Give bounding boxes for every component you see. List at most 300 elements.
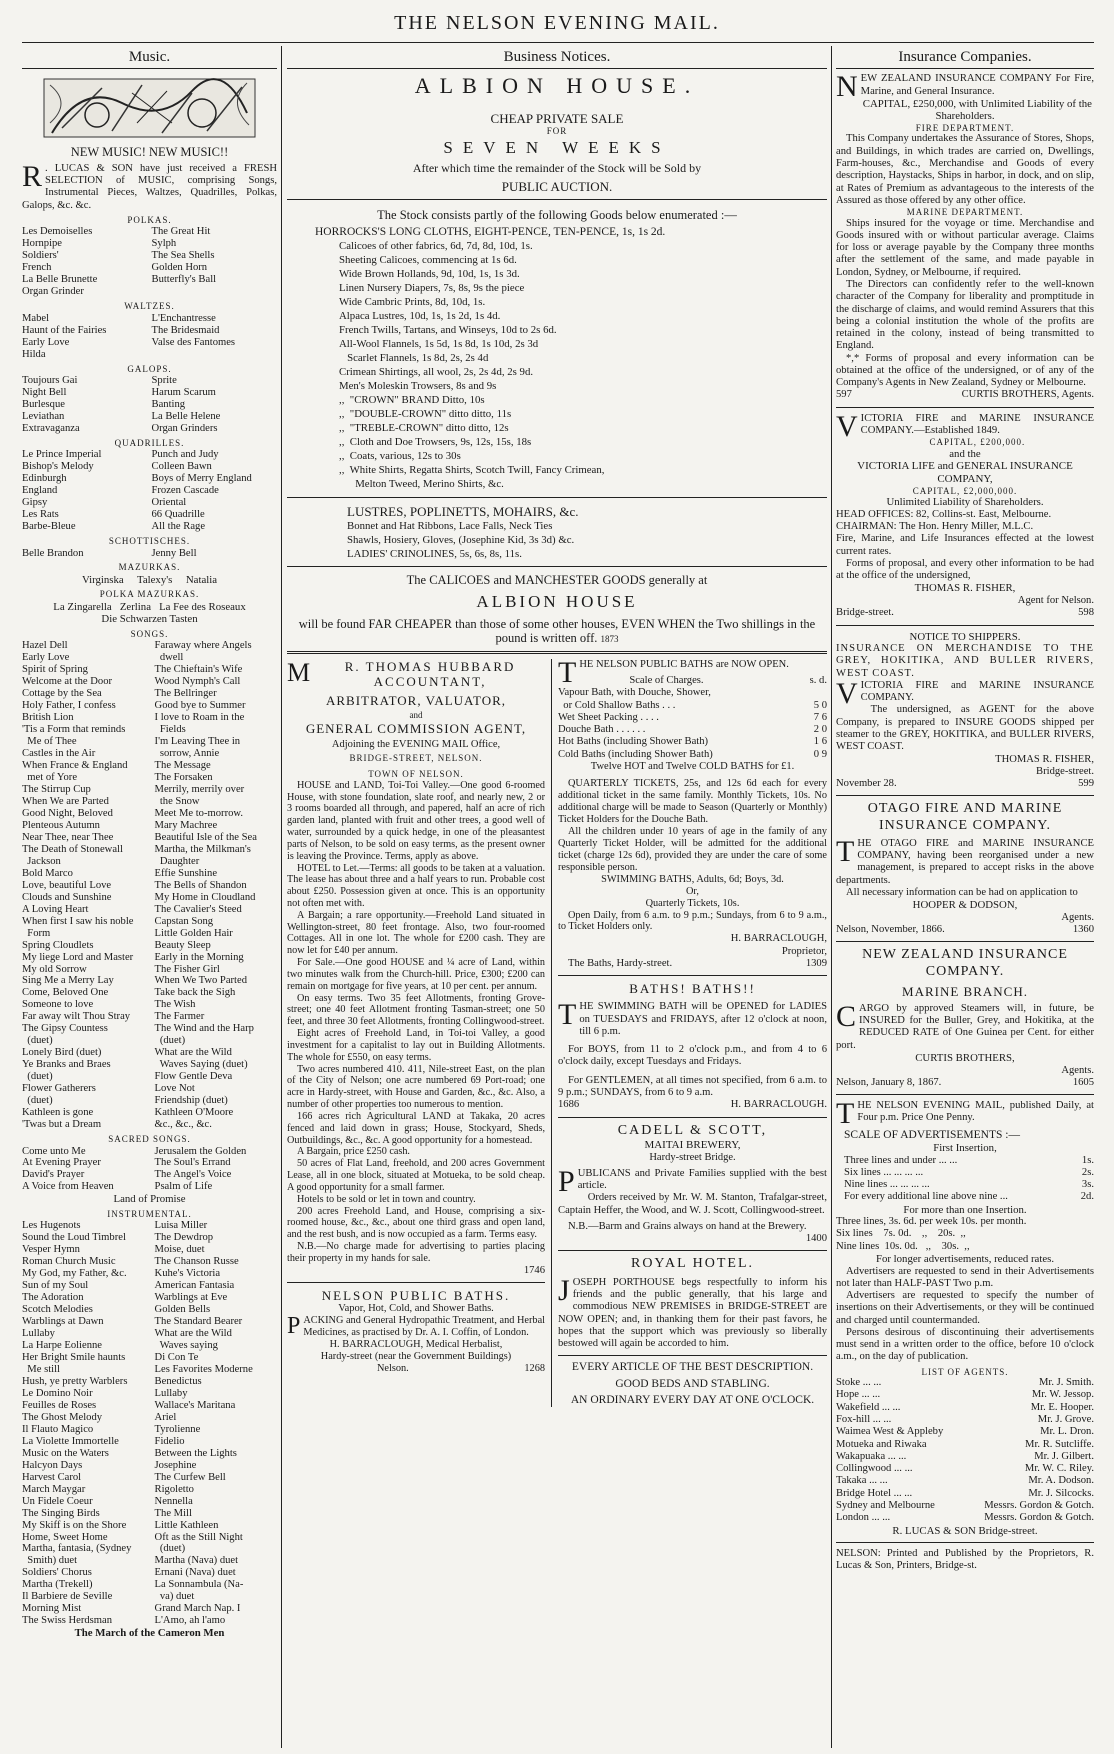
- list-item: &c., &c., &c.: [154, 1119, 212, 1131]
- list-item: Hush, ye pretty Warblers: [22, 1375, 128, 1387]
- list-item: French: [22, 262, 52, 274]
- list-item: Oft as the Still Night: [154, 1531, 243, 1543]
- list-item: Spirit of Spring: [22, 664, 88, 676]
- list-item: Organ Grinders: [151, 422, 218, 434]
- list-item: Le Domino Noir: [22, 1387, 93, 1399]
- polkas-list: [22, 226, 277, 298]
- hubbard-title: R. THOMAS HUBBARD ACCOUNTANT,: [344, 658, 516, 689]
- list-item: The Bellringer: [154, 688, 217, 700]
- list-item: Night Bell: [22, 386, 67, 398]
- list-item: Martha, fantasia, (Sydney: [22, 1543, 132, 1555]
- list-item: Les Hugenots: [22, 1220, 81, 1232]
- galops-list: [22, 375, 277, 435]
- waltzes-list: [22, 313, 277, 361]
- list-item: Il Barbiere de Seville: [22, 1591, 113, 1603]
- list-item: French Twills, Tartans, and Winseys, 10d to 2s 6d.: [339, 324, 557, 337]
- list-item: Beauty Sleep: [154, 939, 211, 951]
- list-item: Little Golden Hair: [154, 927, 233, 939]
- list-item: Shawls, Hosiery, Gloves, (Josephine Kid, 3s 3d) &c.: [347, 533, 575, 546]
- category-heading: POLKA MAZURKAS.: [99, 589, 200, 600]
- list-item: L'Amo, ah l'amo: [154, 1615, 226, 1627]
- list-item: The Dewdrop: [154, 1232, 214, 1244]
- table-row: Takaka ... ... Mr. A. Dodson.: [836, 1475, 1094, 1487]
- polka-mazurkas-line: Die Schwarzen Tasten: [101, 613, 198, 626]
- table-row: Wakapuaka ... ... Mr. J. Gilbert.: [836, 1450, 1094, 1462]
- table-row: Wet Sheet Packing . . . . 7 6: [558, 711, 827, 723]
- list-item: All-Wool Flannels, 1s 5d, 1s 8d, 1s 10d, 2s 3d: [339, 338, 539, 351]
- list-item: Jenny Bell: [151, 547, 197, 559]
- list-item: The Cavalier's Steed: [154, 903, 242, 915]
- list-item: Friendship (duet): [154, 1095, 228, 1107]
- list-item: Come unto Me: [22, 1145, 86, 1157]
- list-item: 'Tis a Form that reminds: [22, 724, 126, 736]
- list-item: The Forsaken: [154, 772, 213, 783]
- list-item: Harum Scarum: [151, 386, 216, 398]
- list-item: Mabel: [22, 312, 50, 324]
- albion-house-title: ALBION HOUSE.: [414, 73, 700, 99]
- list-item: What are the Wild: [154, 1047, 232, 1059]
- list-item: Sprite: [151, 375, 177, 387]
- paragraph: Eight acres of Freehold Land, in Toi-toi Valley, a good investment for a capitalist to lay out in Building Allotments. The whole for £550, on easy terms.: [287, 1028, 545, 1063]
- baths-ad: THE NELSON PUBLIC BATHS are NOW OPEN. Scale of Charges. s. d. Vapour Bath, with Douche, Shower, or Cold Shallow Baths . . . 5 0 Wet Sheet Packing . . . . 7 6 Douche Bath . . . . . . 2 0 Hot Baths (including Shower Bath) 1 6 Cold Baths (including Shower Bath) 0 9 Twelve HOT and Twelve COLD BATHS for £1. QUARTERLY TICKETS, 25s, and 12s 6d each for every additional ticket in the same family. Monthly Tickets, 10s. No additional charge will be made to Season (Quarterly or Monthly) Ticket Holders for the Douche Bath. All the children under 10 years of age in the family of any Quarterly Ticket Holder, will be admitted for the additional ticket (charge 12s 6d), provided they are under the care of some responsible person. SWIMMING BATHS, Adults, 6d; Boys, 3d. Or, Quarterly Tickets, 10s. Open Daily, from 6 a.m. to 9 p.m.; Sundays, from 6 to 9 a.m., to Ticket Holders only. H. BARRACLOUGH, Proprietor, The Baths, Hardy-street. 1309 BATHS! BATHS!! THE SWIMMING BATH will be OPENED for LADIES on TUESDAYS and FRIDAYS, after 12 o'clock at noon, till 6 p.m. For BOYS, from 11 to 2 o'clock p.m., and from 4 to 6 o'clock daily, except Tuesdays and Fridays. For GENTLEMEN, at all times not specified, from 6 a.m. to 9 p.m.; SUNDAYS, from 6 to 9 a.m. 1686 H. BARRACLOUGH. CADELL & SCOTT, MAITAI BREWERY, Hardy-street Bridge. PUBLICANS and Private Families supplied with the best article. Orders received by Mr. W. M. Stanton, Trafalgar-street, Captain Heffer, the Wood, and W. J. Scott, Collingwood-street. N.B.—Barm and Grains always on hand at the Brewery. 1400 ROYAL HOTEL. JOSEPH PORTHOUSE begs respectfully to inform his friends and the public generally, that his large and commodious NEW PREMISES in BRIDGE-STREET are NOW OPEN; and, in thanking them for their past favors, he hopes that the support which was previously so liberally bestowed will again be accorded to him. EVERY ARTICLE OF THE BEST DESCRIPTION. GOOD BEDS AND STABLING. AN ORDINARY EVERY DAY AT ONE O'CLOCK.: [558, 655, 827, 1406]
- table-row: Fox-hill ... ... Mr. J. Grove.: [836, 1414, 1094, 1426]
- list-item: Harvest Carol: [22, 1471, 82, 1483]
- lustres-list: [287, 519, 827, 561]
- category-heading: SACRED SONGS.: [108, 1134, 191, 1145]
- list-item: La Belle Brunette: [22, 274, 98, 286]
- list-item: Valse des Fantomes: [151, 336, 236, 348]
- list-item: Colleen Bawn: [151, 461, 212, 473]
- stock-consists: The Stock consists partly of the following Goods below enumerated :—: [377, 208, 737, 223]
- list-item: Warblings at Eve: [154, 1292, 228, 1304]
- paragraph: 50 acres of Flat Land, freehold, and 200 acres Government Lease, all in one block, situated at Motueka, to be sold cheap. A good opportunity for a small farmer.: [287, 1158, 545, 1193]
- list-item: Music on the Waters: [22, 1447, 109, 1459]
- list-item: ,, Coats, various, 12s to 30s: [339, 450, 461, 463]
- list-item: Lonely Bird (duet): [22, 1047, 102, 1059]
- hubbard-ad: M R. THOMAS HUBBARD ACCOUNTANT, ARBITRATOR, VALUATOR, and GENERAL COMMISSION AGENT, Adjoining the EVENING MAIL Office, BRIDGE-STREET, NELSON. TOWN OF NELSON. HOUSE and LAND, Toi-Toi Valley.—One good 6-roomed House, with stone foundation, slate roof, and nearly new, 2 or 3 rooms boarded all through, and papered, half an acre of rich garden land, planted with fruit and other trees, a good well of water, surrounded by a quick hedge, in one of the pleasantest parts of Nelson, to be sold on easy terms, as the present owner is leaving the Province. Terms, apply as above. HOTEL to Let.—Terms: all goods to be taken at a valuation. The lease has about three and a half years to run. Probable cost about £250. Possession given at once. This is an opportunity not often met with. A Bargain; a rare opportunity.—Freehold Land situated in Wellington-street, 80 feet frontage. Also, two four-roomed Cottages. All in one lot. The whole for £200 cash. They are now let for £40 per annum. For Sale.—One good HOUSE and ¼ acre of Land, within two minutes walk from the Church-hill. Price, £300; £200 can remain on mortgage for five years, at 10 per cent. per annum. On easy terms. Two 35 feet Allotments, fronting Grove-street; one 40 feet Allotment fronting Tasman-street; one 50 feet, and three 30 feet Allotments, fronting Collingwood-street. Eight acres of Freehold Land, in Toi-toi Valley, a good investment for a capitalist to lay out in Building Allotments. The whole for £550, on easy terms. Two acres numbered 410. 411, Nile-street East, on the plan of the City of Nelson; one acre numbered 69 Port-road; one acre in Hardy-street, with House and Garden, &c., &c. Also, a number of other properties too numerous to mention. 166 acres rich Agricultural LAND at Takaka, 20 acres fenced and laid down in grass; House, Stockyard, Sheds, Outbuildings, &c., &c. A good opportunity for a homestead. A Bargain, price £250 cash. 50 acres of Flat Land, freehold, and 200 acres Government Lease, all in one block, situated at Motueka, to be sold cheap. A good opportunity for a small farmer. Hotels to be sold or let in town and country. 200 acres Freehold Land, and House, comprising a six-roomed house, &c., &c., about one third grass and open land, and the rest bush, and is now occupied as a farm. Terms easy. N.B.—No charge made for advertising to parties placing their property in my hands for sale. 1746 NELSON PUBLIC BATHS. Vapor, Hot, Cold, and Shower Baths. PACKING and General Hydropathic Treatment, and Herbal Medicines, as practised by Dr. A. I. Coffin, of London. H. BARRACLOUGH, Medical Herbalist, Hardy-street (near the Government Buildings) Nelson. 1268: [287, 659, 552, 1407]
- list-item: Les Favorites Moderne: [154, 1363, 253, 1375]
- list-item: The Sea Shells: [151, 250, 215, 262]
- list-item: Jackson: [22, 855, 61, 867]
- instrumental-last: The March of the Cameron Men: [74, 1627, 225, 1640]
- table-row: Motueka and Riwaka Mr. R. Sutcliffe.: [836, 1438, 1094, 1450]
- table-row: Hope ... ... Mr. W. Jessop.: [836, 1389, 1094, 1401]
- list-item: (duet): [154, 1543, 186, 1555]
- list-item: Merrily, merrily over: [154, 783, 245, 795]
- list-item: va) duet: [154, 1591, 195, 1603]
- list-item: (duet): [154, 1035, 186, 1047]
- list-item: Benedictus: [154, 1375, 202, 1387]
- list-item: L'Enchantresse: [151, 312, 216, 324]
- list-item: The Standard Bearer: [154, 1316, 243, 1328]
- list-item: Early in the Morning: [154, 951, 244, 963]
- list-item: Home, Sweet Home: [22, 1531, 108, 1543]
- list-item: Her Bright Smile haunts: [22, 1351, 126, 1363]
- list-item: Love, beautiful Love: [22, 879, 112, 891]
- list-item: The Chieftain's Wife: [154, 664, 243, 676]
- list-item: (duet): [22, 1095, 53, 1107]
- list-item: Extravaganza: [22, 422, 80, 434]
- list-item: Sound the Loud Timbrel: [22, 1232, 126, 1244]
- business-column: [287, 46, 827, 1748]
- section-heading: Music.: [22, 46, 277, 69]
- list-item: Les Rats: [22, 509, 59, 521]
- list-item: Good bye to Summer: [154, 700, 246, 712]
- list-item: Ye Branks and Braes: [22, 1059, 111, 1071]
- list-item: Di Con Te: [154, 1351, 199, 1363]
- otago-title: OTAGO FIRE AND MARINE INSURANCE COMPANY.: [867, 801, 1063, 833]
- list-item: Me still: [22, 1363, 60, 1375]
- list-item: Me of Thee: [22, 736, 77, 748]
- new-music-title: NEW MUSIC! NEW MUSIC!!: [70, 145, 229, 160]
- list-item: Martha (Nava) duet: [154, 1555, 239, 1567]
- list-item: Hilda: [22, 348, 46, 360]
- list-item: Kathleen is gone: [22, 1107, 94, 1119]
- list-item: Grand March Nap. I: [154, 1603, 241, 1615]
- list-item: ,, White Shirts, Regatta Shirts, Scotch Twill, Fancy Crimean,: [339, 464, 605, 477]
- polka-mazurkas-line: La Zingarella Zerlina La Fee des Roseaux: [53, 600, 246, 613]
- list-item: Soldiers': [22, 250, 59, 262]
- list-item: Scarlet Flannels, 1s 8d, 2s, 2s 4d: [339, 352, 489, 365]
- list-item: Melton Tweed, Merino Shirts, &c.: [339, 478, 504, 491]
- list-item: Waves saying: [154, 1340, 218, 1352]
- category-heading: SONGS.: [130, 628, 169, 639]
- list-item: Castles in the Air: [22, 748, 96, 760]
- list-item: Martha (Trekell): [22, 1579, 93, 1591]
- masthead-rule: [22, 42, 1094, 43]
- list-item: When We Two Parted: [154, 975, 247, 987]
- charges-table: [558, 687, 827, 761]
- public-auction: PUBLIC AUCTION.: [501, 179, 613, 195]
- insurance-column: Insurance Companies. NEW ZEALAND INSURANCE COMPANY For Fire, Marine, and General Insurance. CAPITAL, £250,000, with Unlimited Liability of the Shareholders. FIRE DEPARTMENT. This Company undertakes the Assurance of Stores, Shops, and Buildings, in which trades are carried on, Dwellings, Farm-houses, &c., Merchandise and Goods of every description, Haystacks, Ships in harbor, in dock, and on slip, at Rates of Premium as advantageous to the interests of the Assured as those offered by any other office. MARINE DEPARTMENT. Ships insured for the voyage or time. Merchandise and Goods insured with or without particular average. Claims for loss or average payable by the Company three months after the settlement of the same, and made payable in London, Sydney, or Melbourne, if required. The Directors can confidently refer to the well-known character of the Company for liberality and promptitude in the discharge of claims, and would remind Assurers that this being a colonial institution the whole of the profits are retained in the colony, instead of being transmitted to England. *,* Forms of proposal and every information can be obtained at the office of the undersigned, or of any of the Company's Agents in New Zealand, Sydney or Melbourne. 597 CURTIS BROTHERS, Agents. VICTORIA FIRE and MARINE INSURANCE COMPANY.—Established 1849. CAPITAL, £200,000. and the VICTORIA LIFE and GENERAL INSURANCE COMPANY, CAPITAL, £2,000,000. Unlimited Liability of Shareholders. HEAD OFFICES: 82, Collins-st. East, Melbourne. CHAIRMAN: The Hon. Henry Miller, M.L.C. Fire, Marine, and Life Insurances effected at the lowest current rates. Forms of proposal, and every other information to be had at the office of the undersigned, THOMAS R. FISHER, Agent for Nelson. Bridge-street. 598 NOTICE TO SHIPPERS. INSURANCE ON MERCHANDISE TO THE GREY, HOKITIKA, AND BULLER RIVERS, WEST COAST. VICTORIA FIRE and MARINE INSURANCE COMPANY. The undersigned, as AGENT for the above Company, is prepared to INSURE GOODS shipped per steamer to the GREY, HOKITIKA, and BULLER RIVERS, WEST COAST. THOMAS R. FISHER, Bridge-street. November 28. 599 OTAGO FIRE AND MARINE INSURANCE COMPANY. THE OTAGO FIRE and MARINE INSURANCE COMPANY, having been reorganised under a new management, is prepared to accept risks in the above departments. All necessary information can be had on application to HOOPER & DODSON, Agents. Nelson, November, 1866. 1360 NEW ZEALAND INSURANCE COMPANY. MARINE BRANCH. CARGO by approved Steamers will, in future, be INSURED for the Buller, Grey, and Hokitika, at the REDUCED RATE of One Guinea per Cent. for either port. CURTIS BROTHERS, Agents. Nelson, January 8, 1867. 1605 THE NELSON EVENING MAIL, published Daily, at Four p.m. Price One Penny. SCALE OF ADVERTISEMENTS :— First Insertion, Three lines and under ... ... 1s. Six lines ... ... ... ... 2s. Nine lines ... ... ... ... 3s. For every additional line above nine ... 2d. For more than one Insertion. Three lines, 3s. 6d. per week 10s. per month. Six lines 7s. 0d. ,, 20s. ,, Nine lines 10s. 0d. ,, 30s. ,, For longer advertisements, reduced rates. Advertisers are requested to send in their Advertisements not later than HALF-PAST Two p.m. Advertisers are requested to specify the number of insertions on their Advertisements, or they will be continued and charged until countermanded. Persons desirous of discontinuing their advertisements must send in a written order to the office, before 10 o'clock a.m., on the day of publication. LIST OF AGENTS. Stoke ... ... Mr. J. Smith. Hope ... ... Mr. W. Jessop. Wakefield ... ... Mr. E. Hooper. Fox-hill ... ... Mr. J. Grove. Waimea West & Appleby Mr. L. Dron. Motueka and Riwaka Mr. R. Sutcliffe. Wakapuaka ... ... Mr. J. Gilbert. Collingwood ... ... Mr. W. C. Riley. Takaka ... ... Mr. A. Dodson. Bridge Hotel ... ... Mr. J. Silcocks. Sydney and Melbourne Messrs. Gordon & Gotch. London ... ... Messrs. Gordon & Gotch. R. LUCAS & SON Bridge-street. NELSON: Printed and Published by the Proprietors, R. Lucas & Son, Printers, Bridge-st.: [836, 46, 1094, 1748]
- section-heading: Insurance Companies.: [836, 46, 1094, 69]
- list-item: Little Kathleen: [154, 1519, 219, 1531]
- list-item: Bonnet and Hat Ribbons, Lace Falls, Neck Ties: [347, 519, 553, 532]
- table-row: London ... ... Messrs. Gordon & Gotch.: [836, 1512, 1094, 1524]
- list-item: Gipsy: [22, 497, 48, 509]
- list-item: The Soul's Errand: [154, 1157, 231, 1169]
- list-item: The Bells of Shandon: [154, 879, 247, 891]
- list-item: sorrow, Annie: [154, 748, 220, 760]
- list-item: (duet): [22, 1071, 53, 1083]
- table-row: For every additional line above nine ... 2d.: [844, 1191, 1094, 1203]
- instrumental-list: [22, 1220, 277, 1627]
- list-item: Un Fidele Coeur: [22, 1495, 93, 1507]
- list-item: At Evening Prayer: [22, 1157, 101, 1169]
- list-item: Rigoletto: [154, 1483, 194, 1495]
- list-item: Waves Saying (duet): [154, 1059, 248, 1071]
- paragraph: HOTEL to Let.—Terms: all goods to be taken at a valuation. The lease has about three and a half years to run. Probable cost about £250. Possession given at once. This is an opportunity not often met with.: [287, 862, 545, 909]
- list-item: ,, "TREBLE-CROWN" ditto ditto, 12s: [339, 422, 509, 435]
- list-item: Haunt of the Fairies: [22, 324, 107, 336]
- category-heading: WALTZES.: [124, 301, 175, 312]
- list-item: Halcyon Days: [22, 1459, 83, 1471]
- quadrilles-list: [22, 449, 277, 533]
- list-item: Someone to love: [22, 999, 94, 1011]
- list-item: Tyrolienne: [154, 1423, 201, 1435]
- list-item: Warblings at Dawn: [22, 1316, 104, 1328]
- list-item: Edinburgh: [22, 473, 67, 485]
- list-item: La Sonnambula (Na-: [154, 1579, 244, 1591]
- list-item: Il Flauto Magico: [22, 1423, 94, 1435]
- list-item: Clouds and Sunshine: [22, 891, 112, 903]
- list-item: Spring Cloudlets: [22, 939, 94, 951]
- list-item: Soldiers' Chorus: [22, 1567, 92, 1579]
- intro-text: . LUCAS & SON have just received a FRESH SELECTION of MUSIC, comprising Songs, Instrumental Pieces, Waltzes, Quadrilles, Polkas, Galops, &c. &c.: [22, 162, 277, 211]
- list-item: The Fisher Girl: [154, 963, 220, 975]
- rates-table: [836, 1155, 1094, 1204]
- list-item: Effie Sunshine: [154, 867, 218, 879]
- table-row: Collingwood ... ... Mr. W. C. Riley.: [836, 1463, 1094, 1475]
- list-item: Leviathan: [22, 410, 65, 422]
- list-item: I love to Roam in the: [154, 712, 245, 724]
- table-row: Three lines and under ... ... 1s.: [844, 1154, 1094, 1166]
- list-item: A Loving Heart: [22, 903, 89, 915]
- list-item: ,, "DOUBLE-CROWN" ditto ditto, 11s: [339, 408, 512, 421]
- list-item: Ariel: [154, 1411, 177, 1423]
- list-item: Crimean Shirtings, all wool, 2s, 2s 4d, 2s 9d.: [339, 366, 534, 379]
- list-item: (duet): [22, 1035, 53, 1047]
- list-item: Wallace's Maritana: [154, 1399, 236, 1411]
- imprint: NELSON: Printed and Published by the Proprietors, R. Lucas & Son, Printers, Bridge-st.: [836, 1548, 1094, 1572]
- paragraph: 200 acres Freehold Land, and House, comprising a six-roomed house, &c., &c., about one third grass and open land, and the rest bush, and is now occupied as a farm. Terms easy.: [287, 1205, 545, 1241]
- list-item: Oriental: [151, 497, 187, 509]
- list-item: Lullaby: [22, 1328, 55, 1340]
- baths2-title: BATHS! BATHS!!: [629, 981, 756, 997]
- list-item: Love Not: [154, 1083, 195, 1095]
- list-item: Wood Nymph's Call: [154, 676, 241, 688]
- list-item: When first I saw his noble: [22, 915, 134, 927]
- npb-title: NELSON PUBLIC BATHS.: [321, 1287, 511, 1303]
- list-item: I'm Leaving Thee in: [154, 736, 241, 748]
- section-heading: Business Notices.: [287, 46, 827, 69]
- list-item: British Lion: [22, 712, 74, 724]
- after-text: After which time the remainder of the Stock will be Sold by: [412, 161, 702, 176]
- list-item: American Fantasia: [154, 1280, 235, 1292]
- list-item: Sheeting Calicoes, commencing at 1s 6d.: [339, 253, 517, 266]
- list-item: Good Night, Beloved: [22, 807, 113, 819]
- list-item: Josephine: [154, 1459, 197, 1471]
- list-item: Golden Bells: [154, 1304, 211, 1316]
- songs-list: [22, 640, 277, 1131]
- hubbard-paras: [287, 780, 545, 1265]
- list-item: The Message: [154, 760, 211, 772]
- list-item: Lullaby: [154, 1387, 188, 1399]
- nz2-title: NEW ZEALAND INSURANCE COMPANY.: [862, 947, 1068, 979]
- table-row: Six lines ... ... ... ... 2s.: [844, 1166, 1094, 1178]
- list-item: Hazel Dell: [22, 640, 68, 652]
- list-item: The Mill: [154, 1507, 192, 1519]
- column-divider: [281, 46, 282, 1748]
- list-item: When We are Parted: [22, 795, 109, 807]
- table-row: Douche Bath . . . . . . 2 0: [558, 724, 827, 736]
- list-item: Linen Nursery Diapers, 7s, 8s, 9s the piece: [339, 282, 525, 295]
- list-item: Take back the Sigh: [154, 987, 236, 999]
- list-item: Faraway where Angels: [154, 640, 252, 652]
- list-item: The Wind and the Harp: [154, 1023, 254, 1035]
- list-item: March Maygar: [22, 1483, 86, 1495]
- list-item: 'Twas but a Dream: [22, 1119, 102, 1131]
- list-item: Psalm of Life: [154, 1181, 213, 1193]
- cheap-sale: CHEAP PRIVATE SALE: [490, 110, 624, 126]
- drop-cap: R: [22, 159, 43, 193]
- goods-list: [287, 239, 827, 492]
- list-item: 66 Quadrille: [151, 509, 205, 521]
- schottisches-list: [22, 548, 277, 560]
- list-item: The Singing Birds: [22, 1507, 100, 1519]
- list-item: Plenteous Autumn: [22, 819, 100, 831]
- list-item: Between the Lights: [154, 1447, 237, 1459]
- list-item: What are the Wild: [154, 1328, 232, 1340]
- list-item: Golden Horn: [151, 262, 208, 274]
- list-item: Holy Father, I confess: [22, 700, 116, 712]
- paragraph: 166 acres rich Agricultural LAND at Takaka, 20 acres fenced and laid down in grass; House, Stockyard, Sheds, Outbuildings, &c., &c. A good opportunity for a homestead.: [287, 1110, 545, 1146]
- list-item: Scotch Melodies: [22, 1304, 93, 1316]
- paragraph: Two acres numbered 410. 411, Nile-street East, on the plan of the City of Nelson; one acre numbered 69 Port-road; one acre in Hardy-street, with House and Garden, &c., &c. Also, a number of other properties too numerous to mention.: [287, 1063, 545, 1111]
- list-item: The Ghost Melody: [22, 1411, 103, 1423]
- royal-title: ROYAL HOTEL.: [630, 1256, 755, 1272]
- list-item: the Snow: [154, 795, 200, 807]
- list-item: The Farmer: [154, 1011, 205, 1023]
- list-item: Welcome at the Door: [22, 676, 113, 688]
- list-item: Sun of my Soul: [22, 1280, 89, 1292]
- list-item: The Bridesmaid: [151, 324, 220, 336]
- gca: GENERAL COMMISSION AGENT,: [305, 720, 527, 736]
- list-item: Banting: [151, 398, 186, 410]
- mazurkas-line: Virginska Talexy's Natalia: [81, 573, 218, 586]
- table-row: Cold Baths (including Shower Bath) 0 9: [558, 748, 827, 760]
- list-item: The Adoration: [22, 1292, 84, 1304]
- paragraph: HOUSE and LAND, Toi-Toi Valley.—One good 6-roomed House, with stone foundation, slate roof, and nearly new, 2 or 3 rooms boarded all through, and papered, half an acre of rich garden land, planted with fruit and other trees, a good well of water, surrounded by a quick hedge, in one of the pleasantest parts of Nelson, to be sold on easy terms, as the present owner is leaving the Province. Terms, apply as above.: [287, 779, 545, 862]
- list-item: The Death of Stonewall: [22, 843, 123, 855]
- list-item: Daughter: [154, 855, 200, 867]
- agents-table: [836, 1377, 1094, 1524]
- list-item: Flower Gatherers: [22, 1083, 96, 1095]
- list-item: My Skiff is on the Shore: [22, 1519, 127, 1531]
- list-item: LADIES' CRINOLINES, 5s, 6s, 8s, 11s.: [347, 547, 522, 560]
- table-row: Wakefield ... ... Mr. E. Hooper.: [836, 1401, 1094, 1413]
- list-item: Calicoes of other fabrics, 6d, 7d, 8d, 10d, 1s.: [339, 239, 533, 252]
- paragraph: For Sale.—One good HOUSE and ¼ acre of Land, within two minutes walk from the Church-hill. Price, £300; £200 can remain on mortgage for five years, at 10 per cent. per annum.: [287, 957, 545, 992]
- list-item: Moise, duet: [154, 1244, 205, 1256]
- list-item: Capstan Song: [154, 915, 214, 927]
- masthead: THE NELSON EVENING MAIL.: [394, 12, 720, 34]
- paragraph: A Bargain, price £250 cash.: [297, 1146, 410, 1158]
- column-divider: [831, 46, 832, 1748]
- table-row: Sydney and Melbourne Messrs. Gordon & Gotch.: [836, 1500, 1094, 1511]
- list-item: Toujours Gai: [22, 375, 78, 387]
- list-item: Wide Cambric Prints, 8d, 10d, 1s.: [339, 296, 486, 309]
- list-item: Hornpipe: [22, 238, 63, 250]
- list-item: [152, 286, 278, 298]
- list-item: My old Sorrow: [22, 963, 87, 975]
- table-row: or Cold Shallow Baths . . . 5 0: [558, 699, 827, 711]
- list-item: Alpaca Lustres, 10d, 1s, 1s 2d, 1s 4d.: [339, 310, 501, 323]
- list-item: Frozen Cascade: [151, 485, 219, 497]
- paragraph: Hotels to be sold or let in town and country.: [297, 1193, 476, 1205]
- list-item: Come, Beloved One: [22, 987, 109, 999]
- category-heading: SCHOTTISCHES.: [108, 536, 191, 547]
- list-item: Le Prince Imperial: [22, 449, 102, 461]
- list-item: Roman Church Music: [22, 1256, 116, 1268]
- list-item: The Swiss Herdsman: [22, 1615, 113, 1627]
- table-row: Waimea West & Appleby Mr. L. Dron.: [836, 1426, 1094, 1438]
- list-item: Vesper Hymn: [22, 1244, 80, 1256]
- list-item: Flow Gentle Deva: [154, 1071, 233, 1083]
- list-item: Kuhe's Victoria: [154, 1268, 221, 1280]
- paragraph: A Bargain; a rare opportunity.—Freehold Land situated in Wellington-street, 80 feet frontage. Also, two four-roomed Cottages. All in one lot. The whole for £200 cash. They are now let for £40 per annum.: [287, 909, 545, 957]
- list-item: Kathleen O'Moore: [154, 1107, 234, 1119]
- list-item: Bold Marco: [22, 867, 73, 879]
- paragraph: N.B.—No charge made for advertising to parties placing their property in my hands for sale.: [287, 1241, 545, 1264]
- sacred-songs-list: [22, 1146, 277, 1194]
- list-item: Barbe-Bleue: [22, 521, 76, 533]
- table-row: Nine lines ... ... ... ... 3s.: [844, 1179, 1094, 1191]
- list-item: Ernani (Nava) duet: [154, 1567, 236, 1579]
- category-heading: GALOPS.: [127, 363, 172, 374]
- list-item: Sylph: [151, 238, 177, 250]
- list-item: Les Demoiselles: [22, 226, 93, 238]
- table-row: Bridge Hotel ... ... Mr. J. Silcocks.: [836, 1487, 1094, 1499]
- list-item: Sing Me a Merry Lay: [22, 975, 114, 987]
- list-item: The Chanson Russe: [154, 1256, 239, 1268]
- cadell-title: CADELL & SCOTT,: [617, 1122, 768, 1138]
- list-item: La Harpe Eolienne: [22, 1340, 103, 1352]
- list-item: La Belle Helene: [151, 410, 221, 422]
- list-item: Early Love: [22, 652, 70, 664]
- list-item: Boys of Merry England: [151, 473, 252, 485]
- music-column: [22, 46, 277, 1748]
- list-item: Jerusalem the Golden: [154, 1145, 247, 1157]
- list-item: Early Love: [22, 336, 70, 348]
- list-item: Punch and Judy: [151, 449, 219, 461]
- for-label: FOR: [546, 125, 568, 136]
- list-item: Nennella: [154, 1495, 193, 1507]
- list-item: Belle Brandon: [22, 547, 84, 559]
- category-heading: QUADRILLES.: [114, 437, 185, 448]
- category-heading: MAZURKAS.: [118, 562, 181, 573]
- list-item: Luisa Miller: [154, 1220, 208, 1232]
- list-item: The Curfew Bell: [154, 1471, 226, 1483]
- list-item: Far away wilt Thou Stray: [22, 1011, 131, 1023]
- list-item: La Violette Immortelle: [22, 1435, 119, 1447]
- list-item: Smith) duet: [22, 1555, 78, 1567]
- list-item: Burlesque: [22, 398, 65, 410]
- table-row: Hot Baths (including Shower Bath) 1 6: [558, 736, 827, 748]
- ad-number: 1873: [600, 634, 619, 645]
- list-item: Meet Me to-morrow.: [154, 807, 244, 819]
- horrocks-line: HORROCKS'S LONG CLOTHS, EIGHT-PENCE, TEN-PENCE, 1s, 1s 2d.: [315, 225, 666, 238]
- list-item: ,, "CROWN" BRAND Ditto, 10s: [339, 394, 485, 407]
- list-item: David's Prayer: [22, 1169, 85, 1181]
- category-heading: INSTRUMENTAL.: [107, 1208, 192, 1219]
- list-item: Wide Brown Hollands, 9d, 10d, 1s, 1s 3d.: [339, 268, 520, 281]
- list-item: Fields: [154, 724, 186, 736]
- list-item: Men's Moleskin Trowsers, 8s and 9s: [339, 380, 497, 393]
- list-item: The Angel's Voice: [154, 1169, 232, 1181]
- list-item: Morning Mist: [22, 1603, 82, 1615]
- list-item: Near Thee, near Thee: [22, 831, 114, 843]
- list-item: My Home in Cloudland: [154, 891, 256, 903]
- list-item: Fidelio: [154, 1435, 185, 1447]
- table-row: Vapour Bath, with Douche, Shower,: [558, 687, 711, 699]
- albion-house-2: ALBION HOUSE: [476, 592, 638, 612]
- list-item: England: [22, 485, 58, 497]
- lustres-title: LUSTRES, POPLINETTS, MOHAIRS, &c.: [347, 503, 579, 519]
- cheaper-line: will be found FAR CHEAPER than those of some other houses, EVEN WHEN the Two shillings in the pound is written off. 1873: [298, 616, 816, 646]
- list-item: Mary Machree: [154, 819, 218, 831]
- arbitrator: ARBITRATOR, VALUATOR,: [325, 693, 507, 709]
